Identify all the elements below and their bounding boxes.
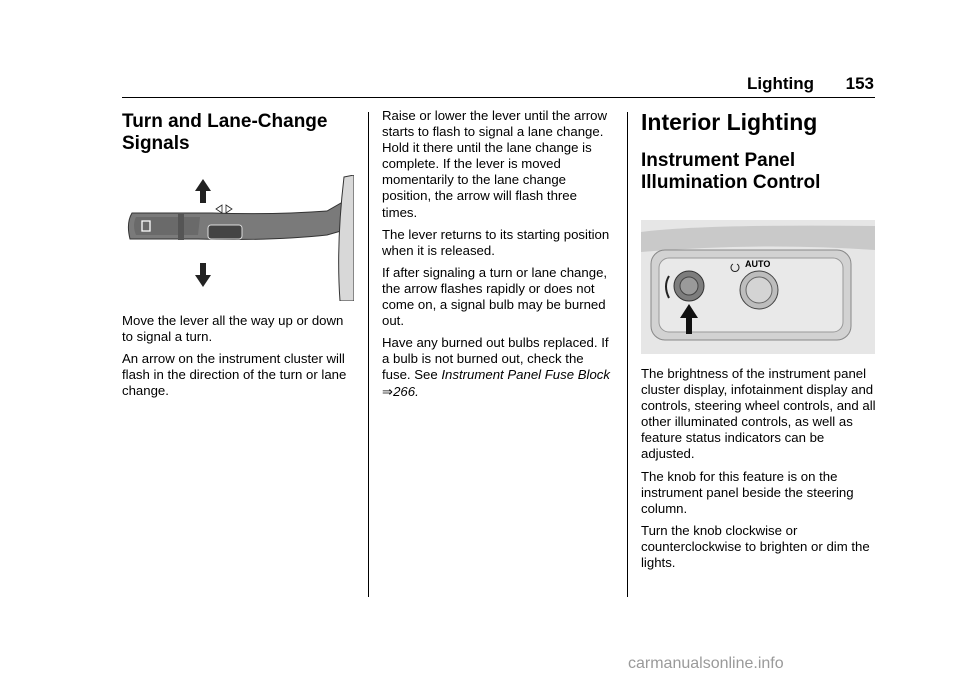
- fuse-page-ref[interactable]: 266: [393, 383, 416, 399]
- section-title: Lighting: [746, 74, 814, 93]
- up-arrow-icon: [195, 179, 211, 203]
- illumination-knob-figure: [641, 220, 875, 354]
- column-divider: [627, 112, 628, 597]
- fuse-text: Have any burned out bulbs replaced. If a bulb is not burned out, check the fuse. See: [382, 335, 609, 383]
- down-arrow-icon: [195, 263, 211, 287]
- illumination-control-heading: Instrument Panel Illumination Control: [641, 150, 821, 193]
- paragraph: The lever returns to its starting position when it is released.: [382, 226, 610, 258]
- turn-signal-lever-figure: [122, 175, 354, 301]
- paragraph: Move the lever all the way up or down to signal a turn.: [122, 313, 344, 345]
- paragraph: An arrow on the instrument cluster will flash in the direction of the turn or lane change.: [122, 351, 347, 399]
- left-column: [122, 108, 354, 405]
- fuse-block-link[interactable]: Instrument Panel Fuse Block: [441, 367, 610, 383]
- interior-lighting-title: Interior Lighting: [641, 109, 818, 135]
- fuse-end: .: [415, 383, 419, 399]
- page-ref-icon: ⇒: [382, 383, 394, 399]
- middle-column: [382, 108, 614, 406]
- auto-label: AUTO: [745, 259, 771, 269]
- paragraph: Raise or lower the lever until the arrow starts to flash to signal a lane change. Hold it there until the lane change is complete. If the lever is moved momentarily to the lane change position, the arrow will flash three times.: [382, 108, 608, 220]
- turn-signals-heading: Turn and Lane-Change Signals: [122, 111, 328, 154]
- fuse-paragraph: [382, 335, 614, 399]
- paragraph: If after signaling a turn or lane change, the arrow flashes rapidly or does not come on, a signal bulb may be burned out.: [382, 264, 608, 329]
- right-column: [641, 108, 877, 577]
- page-number: 153: [845, 74, 874, 93]
- paragraph: The knob for this feature is on the instrument panel beside the steering column.: [641, 468, 854, 516]
- running-header: [0, 72, 960, 98]
- paragraph: The brightness of the instrument panel cluster display, infotainment display and controls, steering wheel controls, and all other illuminated controls, as well as feature status indicators can be adjusted.: [641, 366, 876, 462]
- paragraph: Turn the knob clockwise or counterclockwise to brighten or dim the lights.: [641, 522, 870, 571]
- watermark: carmanualsonline.info: [628, 655, 784, 672]
- column-divider: [368, 112, 369, 597]
- header-rule: [122, 97, 875, 98]
- turn-arrows-icon: [216, 205, 232, 213]
